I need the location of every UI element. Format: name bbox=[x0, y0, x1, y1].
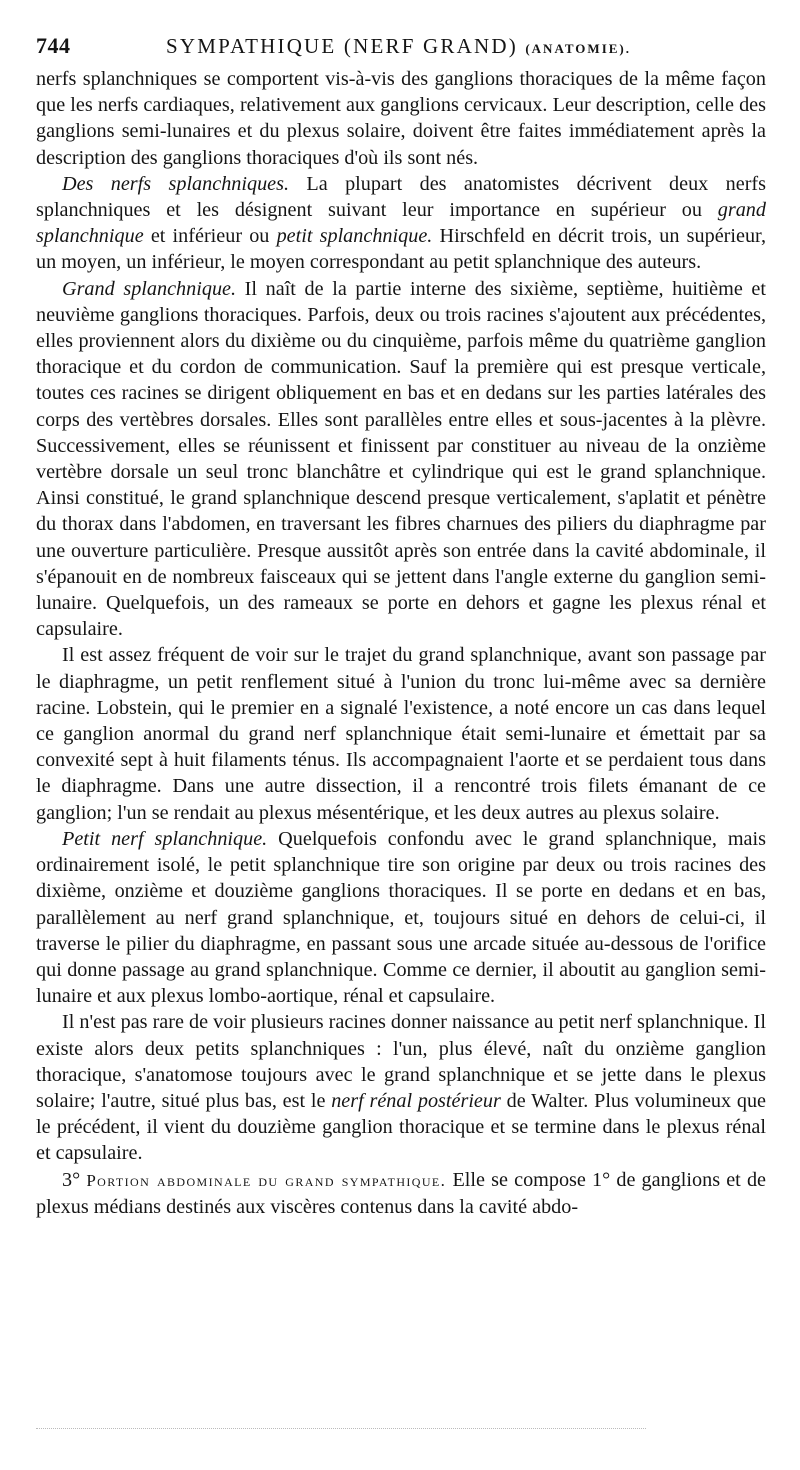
section-heading-portion-abdominale: Portion abdominale du grand sympathique. bbox=[86, 1170, 447, 1190]
running-title-section: (ANATOMIE). bbox=[525, 40, 631, 56]
bleed-through-line bbox=[36, 1428, 646, 1429]
body-text bbox=[36, 66, 766, 1220]
page-number: 744 bbox=[36, 33, 71, 58]
paragraph-6-text-a: Il n'est pas rare de voir plusieurs racines donner naissance au petit nerf splanchnique. Il existe alors deux petits splanchniques : l'un, plus élevé, naît du onzième ganglion thoracique, s'anatomose toujours avec le grand splanchnique et se jette dans le plexus solaire; l'autre, situé plus bas, est le bbox=[36, 1011, 766, 1112]
paragraph-2-text-b: et inférieur ou bbox=[143, 225, 277, 248]
paragraph-2-text-a: La plupart des anatomistes décrivent deux nerfs splanchniques et les désignent suivant leur importance en supérieur ou bbox=[36, 172, 766, 222]
paragraph-2-text-c: Hirschfeld en décrit trois, un supérieur, un moyen, un inférieur, le moyen correspondant au petit splanchnique des auteurs. bbox=[36, 225, 767, 274]
term-nerf-renal-posterieur: nerf rénal postérieur bbox=[331, 1089, 501, 1112]
term-grand-splanchnique: grand splanchnique bbox=[36, 199, 766, 248]
paragraph-4: Il est assez fréquent de voir sur le trajet du grand splanchnique, avant son passage par le diaphragme, un petit renflement situé à l'union du tronc lui-même avec sa dernière racine. Lobstein, qui le premier en a signalé l'existence, a noté encore un cas dans lequel ce ganglion anormal du grand nerf splanchnique était semi-lunaire et émettait par sa convexité sept à huit filaments ténus. Ils accompagnaient l'aorte et se perdaient tous dans le diaphragme. Dans une autre dissection, il a rencontré trois filets émanant de ce ganglion; l'un se rendait au plexus mésentérique, et les deux autres au plexus solaire. bbox=[36, 644, 766, 824]
paragraph-7-text: Elle se compose 1° de ganglions et de plexus médians destinés aux viscères contenus dans la cavité abdo- bbox=[36, 1168, 766, 1218]
paragraph-2 bbox=[36, 171, 766, 276]
running-title-main: SYMPATHIQUE (NERF GRAND) bbox=[166, 33, 518, 58]
paragraph-5-text: Quelquefois confondu avec le grand splanchnique, mais ordinairement isolé, le petit splanchnique tire son origine par deux ou trois racines des dixième, onzième et douzième ganglions thoraciques. Il se porte en dedans et en bas, parallèlement au nerf grand splanchnique, et, toujours situé en dehors de celui-ci, il traverse le pilier du diaphragme, en passant sous une arcade située au-dessous de l'orifice qui donne passage au grand splanchnique. Comme ce dernier, il aboutit au ganglion semi-lunaire et aux plexus lombo-aortique, rénal et capsulaire. bbox=[36, 827, 766, 1008]
paragraph-6-text-b: de Walter. Plus volumineux que le précédent, il vient du douzième ganglion thoracique et se termine dans le plexus rénal et capsulaire. bbox=[36, 1089, 767, 1165]
paragraph-7 bbox=[36, 1167, 766, 1220]
section-heading-grand-splanchnique: Grand splanchnique. bbox=[62, 277, 237, 300]
paragraph-3 bbox=[36, 276, 766, 643]
paragraph-3-text: Il naît de la partie interne des sixième, septième, huitième et neuvième ganglions thoraciques. Parfois, deux ou trois racines s'ajoutent aux précédentes, elles proviennent alors du dixième ou du cinquième, parfois même du quatrième ganglion thoracique et du cordon de communication. Sauf la première qui est presque verticale, toutes ces racines se dirigent obliquement en bas et en dedans sur les parties latérales des corps des vertèbres dorsales. Elles sont parallèles entre elles et sous-jacentes à la plèvre. Successivement, elles se réunissent et finissent par constituer au niveau de la onzième vertèbre dorsale un seul tronc blanchâtre et cylindrique qui est le grand splanchnique. Ainsi constitué, le grand splanchnique descend presque verticalement, s'aplatit et pénètre du thorax dans l'abdomen, en traversant les fibres charnues des piliers du diaphragme par une ouverture particulière. Presque aussitôt après son entrée dans la cavité abdominale, il s'épanouit en de nombreux faisceaux qui se jettent dans l'angle externe du ganglion semi-lunaire. Quelquefois, un des rameaux se porte en dehors et gagne les plexus rénal et capsulaire. bbox=[36, 277, 766, 641]
running-title bbox=[166, 34, 631, 59]
paragraph-5 bbox=[36, 826, 766, 1009]
running-header bbox=[36, 30, 768, 62]
paragraph-6 bbox=[36, 1009, 766, 1166]
term-petit-splanchnique: petit splanchnique. bbox=[276, 225, 433, 248]
section-heading-petit-nerf-splanchnique: Petit nerf splanchnique. bbox=[62, 827, 268, 850]
section-number: 3° bbox=[62, 1168, 87, 1191]
paragraph-1: nerfs splanchniques se comportent vis-à-vis des ganglions thoraciques de la même façon que les nerfs cardiaques, relativement aux ganglions cervicaux. Leur description, celle des ganglions semi-lunaires et du plexus solaire, doivent être faites immédiatement après la description des ganglions thoraciques d'où ils sont nés. bbox=[36, 68, 766, 169]
section-heading-des-nerfs-splanchniques: Des nerfs splanchniques. bbox=[62, 172, 290, 195]
